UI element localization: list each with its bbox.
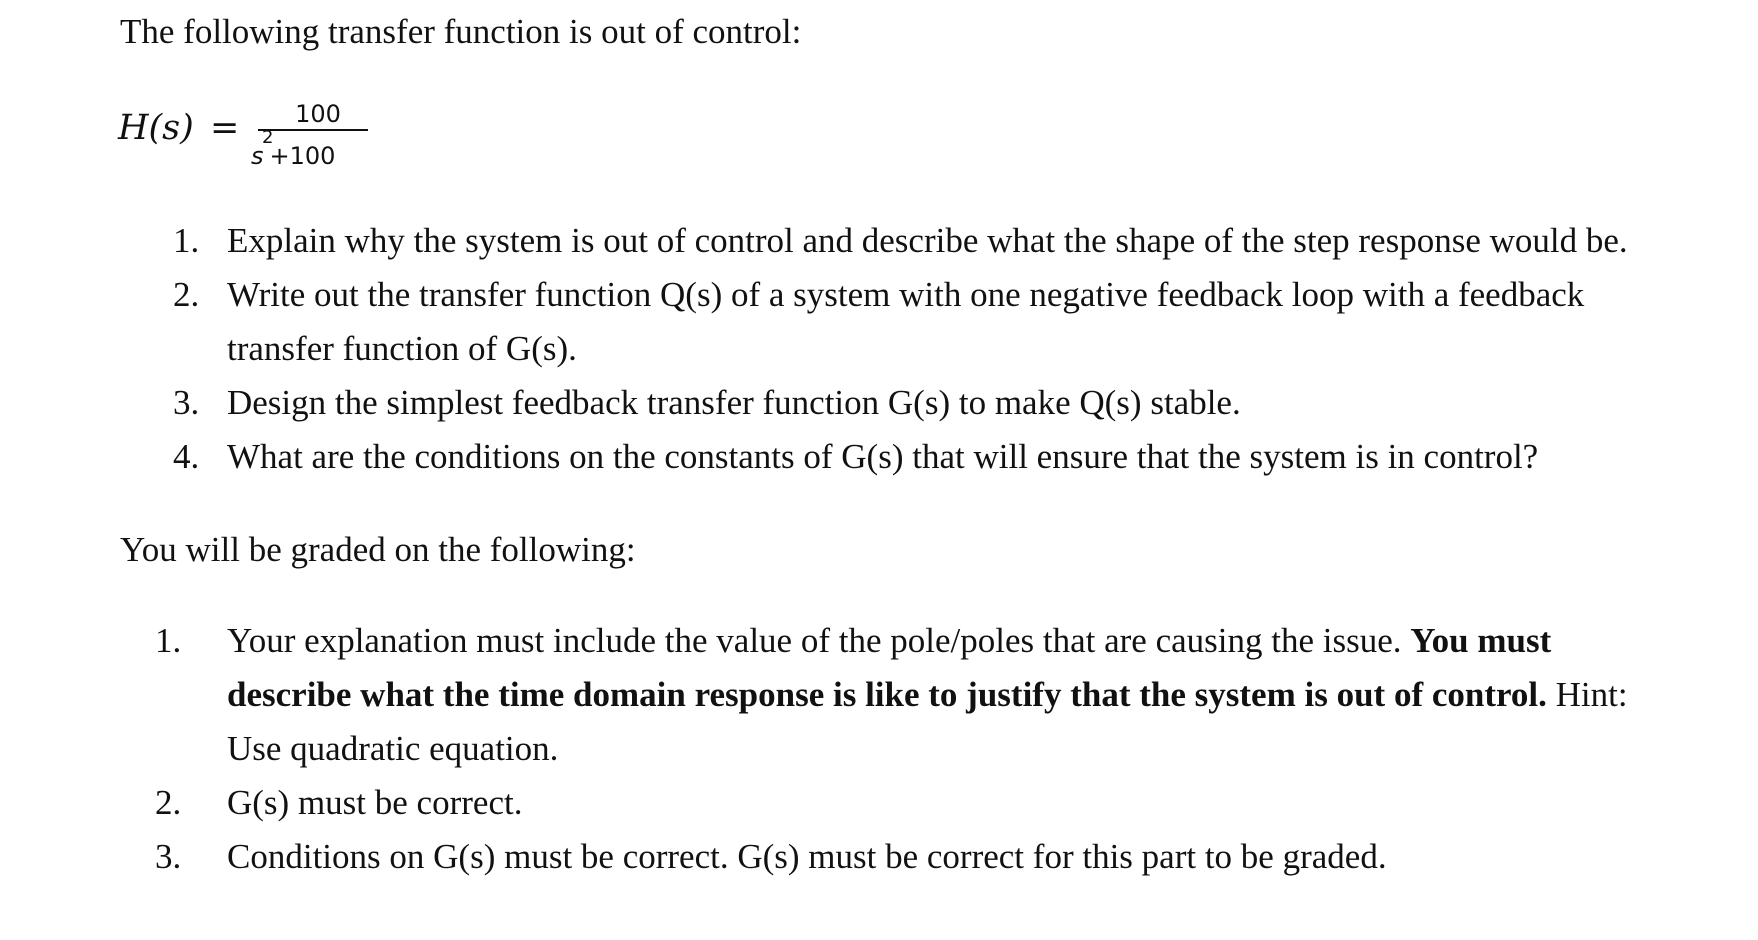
- criterion-bold-text: You must describe what the time domain response is like to justify that the system is out of control.: [227, 621, 1552, 714]
- question-text: What are the conditions on the constants of G(s) that will ensure that the system is in control?: [227, 437, 1539, 476]
- denominator-variable: s: [251, 142, 264, 170]
- denominator-exponent: 2: [262, 127, 274, 148]
- criterion-number: 3.: [155, 837, 182, 876]
- question-number: 1.: [173, 221, 200, 260]
- question-text: Design the simplest feedback transfer function G(s) to make Q(s) stable.: [227, 383, 1241, 422]
- criterion-item: [0, 776, 1677, 830]
- question-item: [0, 214, 1677, 268]
- question-list: [0, 214, 1677, 484]
- transfer-function-equation: [118, 100, 418, 180]
- question-item: [0, 376, 1677, 430]
- question-item: [0, 268, 1677, 376]
- criterion-number: 2.: [155, 783, 182, 822]
- question-number: 4.: [173, 437, 200, 476]
- equation-equals-sign: =: [210, 108, 240, 148]
- criterion-item: [0, 830, 1677, 884]
- criterion-text: G(s) must be correct.: [227, 783, 523, 822]
- fraction-bar: [258, 129, 368, 131]
- equation-numerator: 100: [295, 100, 341, 128]
- grading-intro-text: You will be graded on the following:: [120, 530, 636, 569]
- criterion-text: Conditions on G(s) must be correct. G(s) must be correct for this part to be graded.: [227, 837, 1387, 876]
- question-item: [0, 430, 1677, 484]
- intro-text: The following transfer function is out of control:: [120, 12, 802, 51]
- criterion-item: [0, 614, 1677, 776]
- question-text: Write out the transfer function Q(s) of a system with one negative feedback loop with a feedback transfer function of G(s).: [227, 275, 1585, 368]
- grading-criteria-list: [0, 614, 1677, 884]
- question-text: Explain why the system is out of control and describe what the shape of the step response would be.: [227, 221, 1628, 260]
- criterion-number: 1.: [155, 621, 182, 660]
- equation-lhs: H(s): [118, 108, 194, 148]
- question-number: 3.: [173, 383, 200, 422]
- denominator-constant: +100: [269, 142, 336, 170]
- question-number: 2.: [173, 275, 200, 314]
- equation-denominator: [251, 127, 336, 170]
- criterion-text: Your explanation must include the value of the pole/poles that are causing the issue.: [227, 621, 1411, 660]
- criterion-hint-text: Hint: Use quadratic equation.: [227, 675, 1628, 768]
